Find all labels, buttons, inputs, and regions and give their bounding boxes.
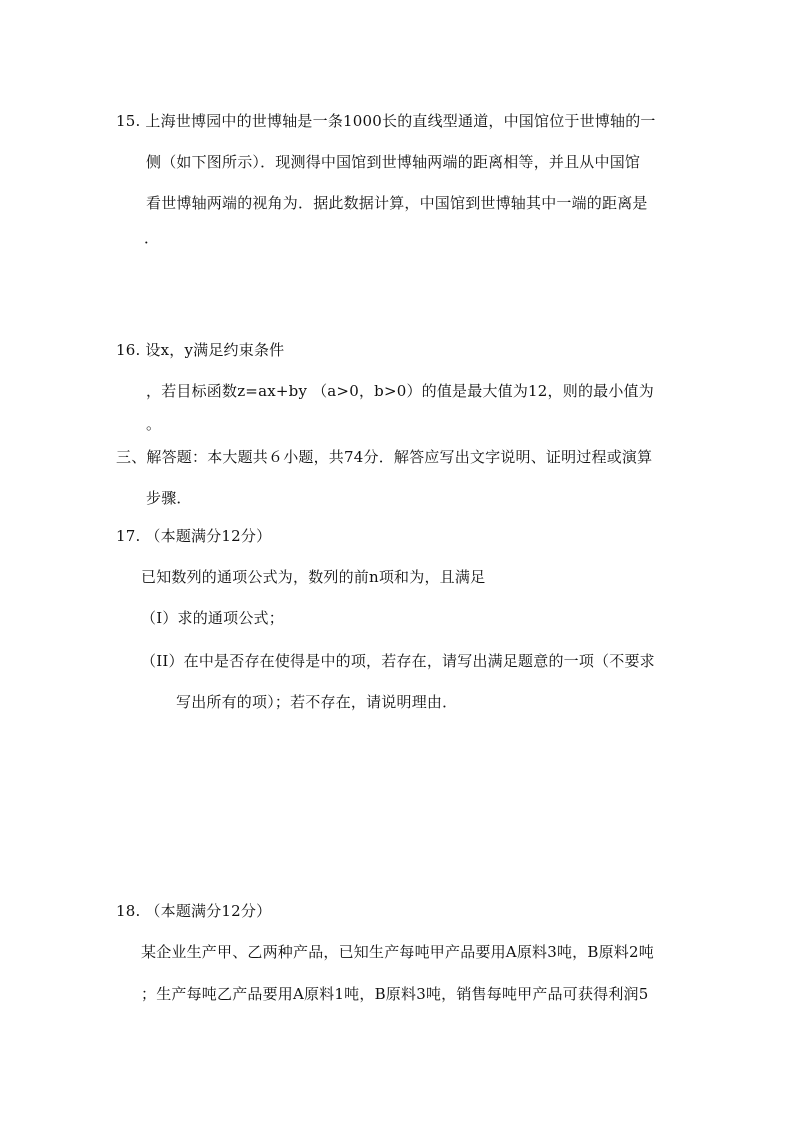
- q15-line-1: 15. 上海世博园中的世博轴是一条1000长的直线型通道，中国馆位于世博轴的一: [116, 112, 656, 130]
- q16-line-2: ，若目标函数z=ax+by （a>0，b>0）的值是最大值为12，则的最小值为: [146, 382, 654, 400]
- q17-part-2-line-2: 写出所有的项）；若不存在，请说明理由．: [176, 693, 458, 711]
- q17-part-1: （I）求的通项公式；: [141, 609, 284, 627]
- q15-line-4: ．: [144, 229, 160, 247]
- q18-line-2: ；生产每吨乙产品要用A原料1吨，B原料3吨，销售每吨甲产品可获得利润5: [141, 985, 649, 1003]
- q18-header: 18. （本题满分12分）: [116, 902, 272, 920]
- q15-line-2: 侧（如下图所示）．现测得中国馆到世博轴两端的距离相等，并且从中国馆: [146, 153, 641, 171]
- q17-part-2-line-1: （II）在中是否存在使得是中的项，若存在，请写出满足题意的一项（不要求: [141, 652, 655, 670]
- q16-line-1: 16. 设x，y满足约束条件: [116, 341, 285, 359]
- section-3-line-2: 步骤．: [146, 489, 192, 507]
- q15-line-3: 看世博轴两端的视角为．据此数据计算，中国馆到世博轴其中一端的距离是: [146, 194, 648, 212]
- q17-line-1: 已知数列的通项公式为，数列的前n项和为，且满足: [141, 568, 486, 586]
- q17-header: 17. （本题满分12分）: [116, 527, 272, 545]
- section-3-line-1: 三、解答题：本大题共６小题，共74分．解答应写出文字说明、证明过程或演算: [116, 448, 653, 466]
- q18-line-1: 某企业生产甲、乙两种产品，已知生产每吨甲产品要用A原料3吨，B原料2吨: [141, 943, 654, 961]
- q16-line-3: 。: [146, 415, 162, 433]
